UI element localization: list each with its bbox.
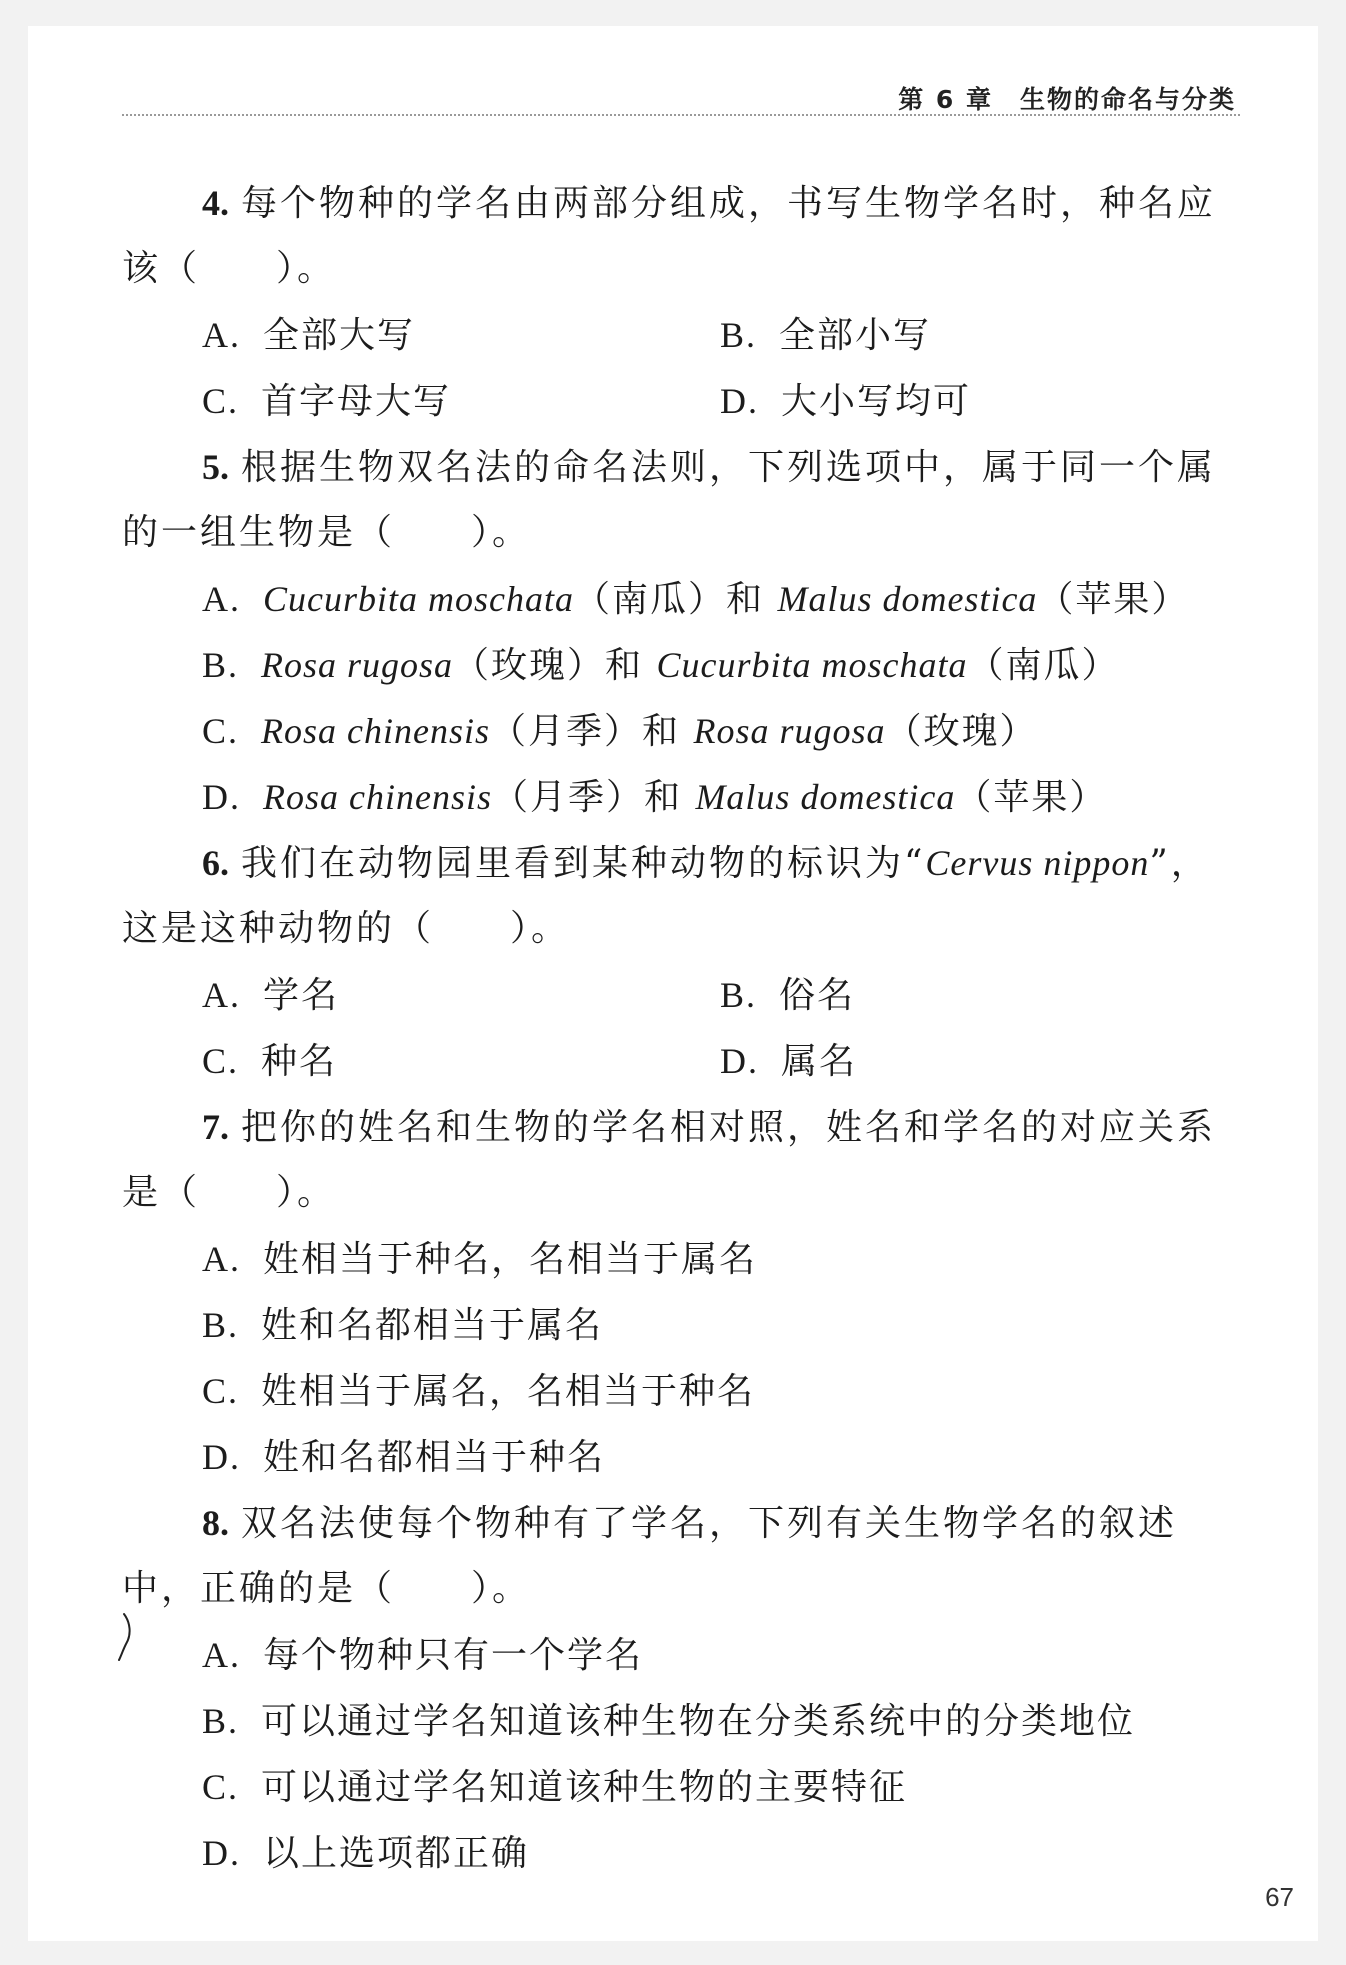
option-letter: D. <box>720 1041 759 1081</box>
option-c <box>122 698 1242 764</box>
option-c <box>202 1028 337 1095</box>
stem-text: 每个物种的学名由两部分组成，书写生物学名时，种名应 <box>241 183 1217 224</box>
common-name: （苹果） <box>1037 579 1190 620</box>
option-d <box>720 1028 857 1095</box>
option-c <box>202 368 451 435</box>
scientific-name: Malus domestica <box>777 579 1038 619</box>
option-letter: B. <box>720 315 758 355</box>
common-name: （玫瑰） <box>885 711 1038 752</box>
scientific-name: Cucurbita moschata <box>656 645 968 685</box>
question-number: 5. <box>202 447 229 487</box>
option-text: 属名 <box>781 1041 858 1082</box>
option-letter: A. <box>202 1635 241 1675</box>
question-list <box>122 170 1242 1886</box>
stem-text: 中，正确的是（ <box>122 1568 396 1609</box>
question-number: 4. <box>202 183 229 223</box>
question-6-options-cd <box>122 1028 1242 1094</box>
question-7-stem-cont <box>122 1160 1242 1226</box>
option-d <box>122 1820 1242 1886</box>
common-name: （苹果） <box>955 777 1108 818</box>
stem-text: 双名法使每个物种有了学名，下列有关生物学名的叙述 <box>241 1503 1178 1544</box>
option-a <box>122 566 1242 632</box>
option-text: 俗名 <box>779 975 856 1016</box>
option-letter: C. <box>202 381 240 421</box>
option-a <box>202 302 415 369</box>
question-5-stem <box>122 434 1242 500</box>
question-6-options-ab <box>122 962 1242 1028</box>
option-c <box>122 1358 1242 1424</box>
option-letter: A. <box>202 1239 241 1279</box>
option-text: 可以通过学名知道该种生物的主要特征 <box>261 1767 908 1808</box>
stem-text: 我们在动物园里看到某种动物的标识为“ <box>241 843 926 884</box>
option-letter: C. <box>202 1767 240 1807</box>
option-text: 大小写均可 <box>781 381 972 422</box>
option-letter: A. <box>202 579 241 619</box>
option-letter: A. <box>202 975 241 1015</box>
question-4-options-ab <box>122 302 1242 368</box>
option-letter: C. <box>202 1041 240 1081</box>
scientific-name: Malus domestica <box>695 777 956 817</box>
stem-text: 该（ <box>122 248 201 289</box>
stem-text: ）。 <box>510 908 571 949</box>
scientific-name: Rosa chinensis <box>263 777 492 817</box>
question-8-stem-cont <box>122 1556 1242 1622</box>
option-d <box>122 1424 1242 1490</box>
question-6-stem <box>122 830 1242 896</box>
question-6-stem-cont <box>122 896 1242 962</box>
option-text: 全部小写 <box>779 315 932 356</box>
stem-text: ）。 <box>276 1172 337 1213</box>
chapter-title: 第 6 章 生物的命名与分类 <box>898 85 1236 114</box>
option-text: 以上选项都正确 <box>263 1833 530 1874</box>
scientific-name: Rosa rugosa <box>693 711 886 751</box>
question-number: 7. <box>202 1107 229 1147</box>
option-b <box>720 962 855 1029</box>
stem-text: ）。 <box>471 512 532 553</box>
option-letter: C. <box>202 1371 240 1411</box>
common-name: （月季）和 <box>491 777 696 818</box>
stem-text: ）。 <box>276 248 337 289</box>
question-number: 6. <box>202 843 229 883</box>
stem-text: 是（ <box>122 1172 201 1213</box>
question-4-options-cd <box>122 368 1242 434</box>
stem-text: 根据生物双名法的命名法则，下列选项中，属于同一个属 <box>241 447 1217 488</box>
option-letter: D. <box>720 381 759 421</box>
option-text: 种名 <box>261 1041 338 1082</box>
option-c <box>122 1754 1242 1820</box>
question-4-stem <box>122 170 1242 236</box>
question-number: 8. <box>202 1503 229 1543</box>
scientific-name: Cervus nippon <box>925 843 1150 883</box>
running-header <box>122 74 1240 116</box>
option-text: 全部大写 <box>263 315 416 356</box>
common-name: （南瓜） <box>967 645 1120 686</box>
option-letter: D. <box>202 1833 241 1873</box>
option-text: 姓相当于种名，名相当于属名 <box>263 1239 758 1280</box>
option-text: 每个物种只有一个学名 <box>263 1635 644 1676</box>
option-text: 学名 <box>263 975 340 1016</box>
common-name: （南瓜）和 <box>574 579 778 620</box>
option-a <box>122 1226 1242 1292</box>
stem-text: 的一组生物是（ <box>122 512 396 553</box>
question-7-stem <box>122 1094 1242 1160</box>
option-text: 姓和名都相当于属名 <box>261 1305 604 1346</box>
option-d <box>122 764 1242 830</box>
option-letter: B. <box>202 645 240 685</box>
page-number: 67 <box>1265 1882 1294 1912</box>
option-a <box>122 1622 1242 1688</box>
common-name: （月季）和 <box>490 711 694 752</box>
pen-mark <box>116 1612 136 1662</box>
option-letter: C. <box>202 711 240 751</box>
scientific-name: Rosa chinensis <box>261 711 490 751</box>
stem-text: 把你的姓名和生物的学名相对照，姓名和学名的对应关系 <box>241 1107 1217 1148</box>
stem-text: ”， <box>1149 843 1210 884</box>
option-letter: D. <box>202 777 241 817</box>
option-letter: B. <box>202 1701 240 1741</box>
option-b <box>122 1688 1242 1754</box>
stem-text: ）。 <box>471 1568 532 1609</box>
option-letter: B. <box>202 1305 240 1345</box>
common-name: （玫瑰）和 <box>453 645 657 686</box>
option-a <box>202 962 339 1029</box>
option-letter: A. <box>202 315 241 355</box>
option-letter: D. <box>202 1437 241 1477</box>
stem-text: 这是这种动物的（ <box>122 908 435 949</box>
option-b <box>720 302 931 369</box>
option-b <box>122 632 1242 698</box>
scientific-name: Cucurbita moschata <box>263 579 574 619</box>
question-8-stem <box>122 1490 1242 1556</box>
question-4-stem-cont <box>122 236 1242 302</box>
option-text: 姓和名都相当于种名 <box>263 1437 606 1478</box>
option-text: 首字母大写 <box>261 381 452 422</box>
scientific-name: Rosa rugosa <box>261 645 454 685</box>
option-text: 姓相当于属名，名相当于种名 <box>261 1371 756 1412</box>
option-b <box>122 1292 1242 1358</box>
option-letter: B. <box>720 975 758 1015</box>
question-5-stem-cont <box>122 500 1242 566</box>
option-text: 可以通过学名知道该种生物在分类系统中的分类地位 <box>261 1701 1136 1742</box>
option-d <box>720 368 971 435</box>
